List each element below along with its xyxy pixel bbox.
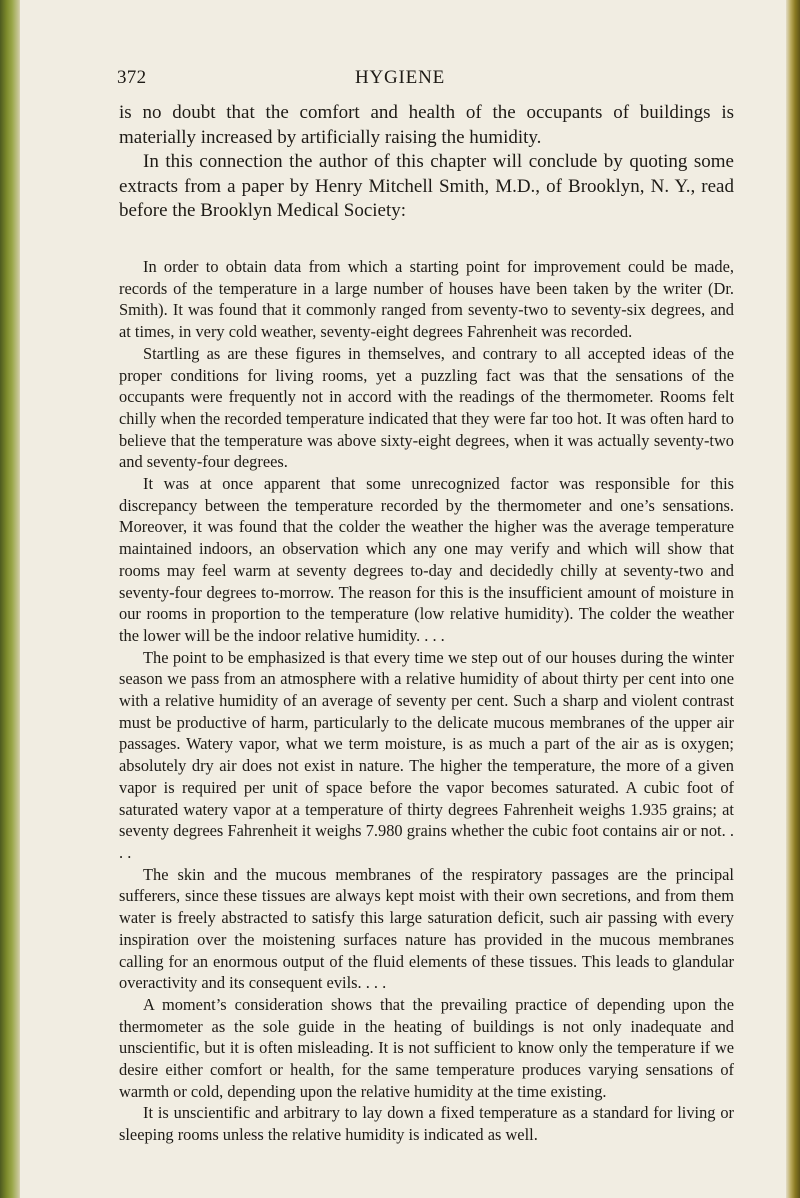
quote-paragraph: The skin and the mucous membranes of the respiratory passages are the principal sufferers, since these tissues are always kept moist with their own secretions, and from them water is freely abstracted to satisfy this large saturation deficit, such air passing with every inspiration over the moistening surfaces nature has provided in the mucous membranes calling for an enormous output of the fluid elements of these tissues. This leads to glandular overactivity and its consequent evils. . . . xyxy=(119,864,734,993)
quote-paragraph: The point to be emphasized is that every time we step out of our houses during the winter season we pass from an atmosphere with a relative humidity of about thirty per cent into one with a relative humidity of an average of seventy per cent. Such a sharp and violent contrast must be productive of harm, particularly to the delicate mucous membranes of the upper air passages. Watery vapor, what we term moisture, is as much a part of the air as is oxygen; absolutely dry air does not exist in nature. The higher the temperature, the more of a given vapor is required per unit of space before the vapor becomes saturated. A cubic foot of saturated watery vapor at a temperature of thirty degrees Fahrenheit weighs 1.935 grains; at seventy degrees Fahrenheit it weighs 7.980 grains whether the cubic foot contains air or not. . . . xyxy=(119,647,734,862)
quote-paragraph: Startling as are these figures in themselves, and contrary to all accepted ideas of the proper conditions for living rooms, yet a puzzling fact was that the sensations of the occupants were frequently not in accord with the readings of the thermometer. Rooms felt chilly when the recorded temperature indicated that they were far too hot. It was often hard to believe that the temperature was above sixty-eight degrees, when it was actually seventy-two and seventy-four degrees. xyxy=(119,343,734,472)
quoted-extract xyxy=(119,256,734,1146)
intro-text xyxy=(119,101,734,224)
quote-paragraph: It was at once apparent that some unrecognized factor was responsible for this discrepancy between the temperature recorded by the thermometer and one’s sensations. Moreover, it was found that the colder the weather the higher was the average temperature maintained indoors, an observation which any one may verify and which will show that rooms may feel warm at seventy degrees to-day and decidedly chilly at seventy-two and seventy-four degrees to-morrow. The reason for this is the insufficient amount of moisture in our rooms in proportion to the temperature (low relative humidity). The colder the weather the lower will be the indoor relative humidity. . . . xyxy=(119,474,734,645)
intro-paragraph: is no doubt that the comfort and health of the occupants of buildings is materially increased by artificially raising the humidity. xyxy=(119,102,734,148)
quote-paragraph: In order to obtain data from which a starting point for improvement could be made, records of the temperature in a large number of houses have been taken by the writer (Dr. Smith). It was found that it commonly ranged from seventy-two to seventy-six degrees, and at times, in very cold weather, seventy-eight degrees Fahrenheit was recorded. xyxy=(119,257,734,342)
intro-paragraph: In this connection the author of this chapter will conclude by quoting some extracts from a paper by Henry Mitchell Smith, M.D., of Brooklyn, N. Y., read before the Brooklyn Medical Society: xyxy=(119,151,734,221)
quote-paragraph: It is unscientific and arbitrary to lay down a fixed temperature as a standard for living or sleeping rooms unless the relative humidity is indicated as well. xyxy=(119,1103,734,1145)
page-binding-edge-left xyxy=(0,0,22,1198)
running-head: HYGIENE xyxy=(354,67,446,88)
page-header xyxy=(0,67,800,93)
page-number: 372 xyxy=(117,67,147,88)
quote-paragraph: A moment’s consideration shows that the prevailing practice of depending upon the thermometer as the sole guide in the heating of buildings is not only inadequate and unscientific, but it is often misleading. It is not sufficient to know only the temperature if we desire either comfort or health, for the same temperature produces varying sensations of warmth or cold, depending upon the relative humidity at the time existing. xyxy=(119,994,734,1101)
page-binding-edge-right xyxy=(786,0,800,1198)
